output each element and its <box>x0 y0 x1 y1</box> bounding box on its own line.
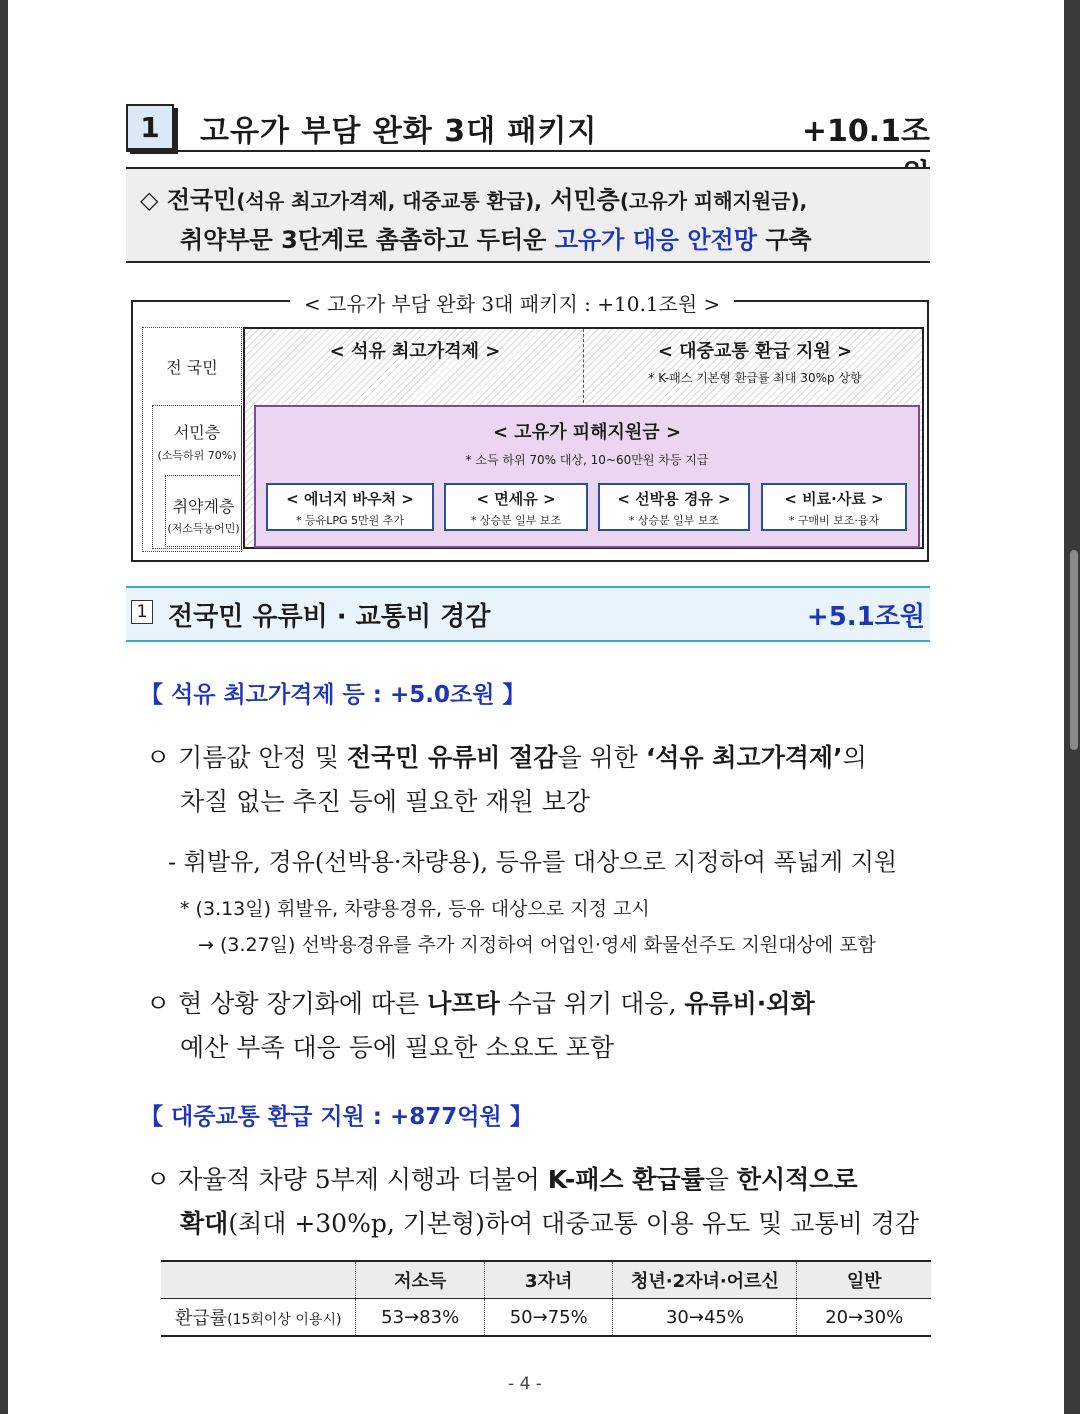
section-number: 1 <box>126 104 174 150</box>
subsection-amount: +5.1조원 <box>806 602 925 632</box>
note-relief-fund: * 소득 하위 70% 대상, 10~60만원 차등 지급 <box>465 453 709 467</box>
chip-marine-diesel <box>598 483 750 531</box>
subsection-title: 전국민 유류비 · 교통비 경감 <box>168 602 491 632</box>
chip-energy-voucher <box>266 483 434 531</box>
summary-line-2: 취약부문 3단계로 촘촘하고 두터운 고유가 대응 안전망 구축 <box>180 226 812 254</box>
table-header-cell: 청년·2자녀·어르신 <box>613 1261 797 1299</box>
row-label-vulnerable-note: (저소득농어민) <box>167 522 240 535</box>
section-amount: +10.1조 <box>801 114 930 149</box>
summary-line-1: ◇ 전국민(석유 최고가격제, 대중교통 환급), 서민층(고유가 피해지원금), <box>140 186 808 214</box>
refund-rate-table <box>161 1260 931 1337</box>
table-cell: 50→75% <box>484 1299 613 1337</box>
table-header-cell: 저소득 <box>356 1261 485 1299</box>
chip-title: < 선박용 경유 > <box>617 490 731 508</box>
chip-title: < 면세유 > <box>476 490 556 508</box>
subsection-number: 1 <box>131 600 153 624</box>
row-label-all: 전 국민 <box>166 358 218 377</box>
table-header-cell: 일반 <box>797 1261 931 1299</box>
block1-dash-item: - 휘발유, 경유(선박용·차량용), 등유를 대상으로 지정하여 폭넓게 지원 <box>168 848 898 876</box>
label-oil-price-cap: < 석유 최고가격제 > <box>329 341 501 362</box>
chip-tax-free-oil <box>444 483 588 531</box>
chip-title: < 에너지 바우처 > <box>286 490 414 508</box>
hatched-divider <box>583 329 584 403</box>
block1-paragraph1-line1: ㅇ 기름값 안정 및 전국민 유류비 절감을 위한 ‘석유 최고가격제’의 <box>146 743 867 772</box>
diagram-title: < 고유가 부담 완화 3대 패키지 : +10.1조원 > <box>290 288 734 317</box>
table-header-cell: 3자녀 <box>484 1261 613 1299</box>
chip-note: * 상승분 일부 보조 <box>470 514 562 527</box>
block2-line2: 확대(최대 +30%p, 기본형)하여 대중교통 이용 유도 및 교통비 경감 <box>180 1209 920 1238</box>
table-cell: 53→83% <box>356 1299 485 1337</box>
chip-note: * 등유LPG 5만원 추가 <box>295 514 405 527</box>
block1-note1: * (3.13일) 휘발유, 차량용경유, 등유 대상으로 지정 고시 <box>180 898 650 920</box>
page-number: - 4 - <box>508 1374 542 1394</box>
table-cell: 30→45% <box>613 1299 797 1337</box>
block1-paragraph1-line2: 차질 없는 추진 등에 필요한 재원 보강 <box>180 787 590 816</box>
block1-paragraph2-line1: ㅇ 현 상황 장기화에 따른 나프타 수급 위기 대응, 유류비·외화 <box>146 989 815 1018</box>
table-header-cell <box>161 1261 356 1299</box>
table-row-label: 환급률(15회이상 이용시) <box>174 1308 342 1329</box>
row-label-low-income: 서민층 <box>173 423 221 442</box>
label-relief-fund: < 고유가 피해지원금 > <box>492 422 682 443</box>
chip-note: * 구매비 보조·융자 <box>788 514 880 527</box>
section-title: 고유가 부담 완화 3대 패키지 <box>200 114 598 149</box>
chip-note: * 상승분 일부 보조 <box>628 514 720 527</box>
table-row <box>161 1299 931 1337</box>
label-transit-refund: < 대중교통 환급 지원 > <box>657 341 853 362</box>
chip-fertilizer-feed <box>761 483 907 531</box>
block2-heading: 【 대중교통 환급 지원 : +877억원 】 <box>140 1104 533 1130</box>
block2-line1: ㅇ 자율적 차량 5부제 시행과 더불어 K-패스 환급률을 한시적으로 <box>146 1165 858 1194</box>
scrollbar-thumb[interactable] <box>1070 550 1078 750</box>
section-underline <box>126 150 930 152</box>
note-transit-refund: * K-패스 기본형 환급률 최대 30%p 상향 <box>648 371 862 385</box>
block1-heading: 【 석유 최고가격제 등 : +5.0조원 】 <box>140 682 526 708</box>
table-cell: 20→30% <box>797 1299 931 1337</box>
table-header-row <box>161 1261 931 1299</box>
row-label-vulnerable: 취약계층 <box>172 497 235 516</box>
chip-title: < 비료·사료 > <box>784 490 884 508</box>
block1-note2: → (3.27일) 선박용경유를 추가 지정하여 어업인·영세 화물선주도 지원대상에 포함 <box>198 934 877 956</box>
row-label-low-income-note: (소득하위 70%) <box>157 449 237 462</box>
block1-paragraph2-line2: 예산 부족 대응 등에 필요한 소요도 포함 <box>180 1033 615 1062</box>
